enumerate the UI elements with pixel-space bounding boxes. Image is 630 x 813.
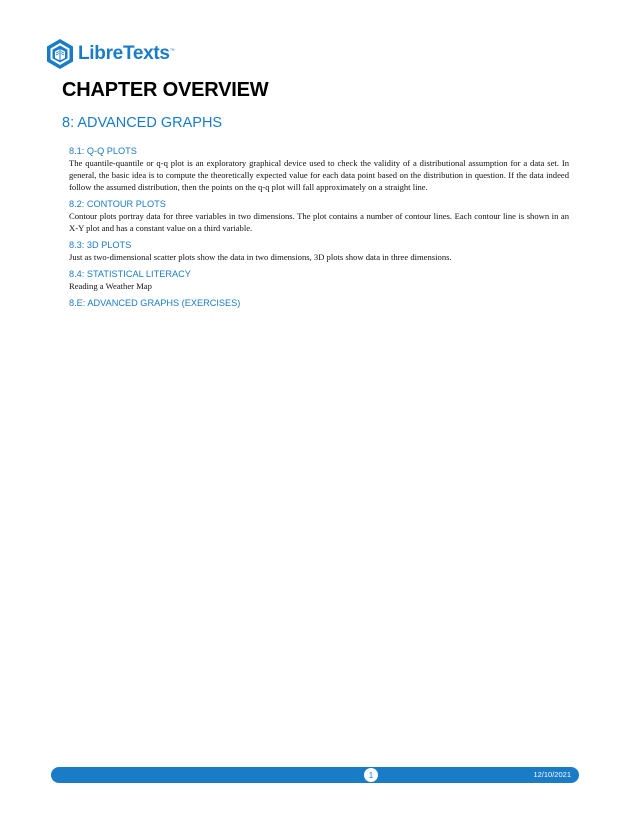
libretexts-logo[interactable] [46, 38, 175, 70]
section-link-8-2[interactable]: 8.2: CONTOUR PLOTS [69, 199, 166, 209]
section-item [69, 145, 569, 193]
section-summary-8-1: The quantile-quantile or q-q plot is an exploratory graphical device used to check the validity of a distributional assumption for a data set. In general, the basic idea is to compute the theoretically expected value for each data point based on the distribution in question. If the data indeed follow the assumed distribution, then the points on the q-q plot will fall approximately on a straight line. [69, 158, 569, 192]
section-link-8-e[interactable]: 8.E: ADVANCED GRAPHS (EXERCISES) [69, 298, 241, 308]
libretexts-hexagon-icon [46, 38, 74, 70]
section-link-8-1[interactable]: 8.1: Q-Q PLOTS [69, 146, 137, 156]
logo-wordmark: LibreTexts [78, 43, 170, 64]
page-footer [51, 767, 579, 783]
section-item [69, 268, 569, 292]
section-summary-8-4: Reading a Weather Map [69, 281, 152, 291]
section-item [69, 297, 569, 309]
page-number: 1 [364, 768, 378, 782]
section-link-8-3[interactable]: 8.3: 3D PLOTS [69, 240, 132, 250]
chapter-heading: CHAPTER OVERVIEW [62, 79, 269, 101]
section-summary-8-2: Contour plots portray data for three variables in two dimensions. The plot contains a number of contour lines. Each contour line is shown in an X-Y plot and has a constant value on a third variable. [69, 211, 569, 233]
footer-date: 12/10/2021 [533, 770, 571, 779]
section-item [69, 239, 569, 263]
section-item [69, 198, 569, 234]
section-summary-8-3: Just as two-dimensional scatter plots show the data in two dimensions, 3D plots show data in three dimensions. [69, 252, 452, 262]
chapter-title[interactable]: 8: ADVANCED GRAPHS [62, 115, 223, 131]
section-link-8-4[interactable]: 8.4: STATISTICAL LITERACY [69, 269, 191, 279]
logo-trademark: ™ [169, 48, 175, 54]
section-list [69, 145, 569, 314]
